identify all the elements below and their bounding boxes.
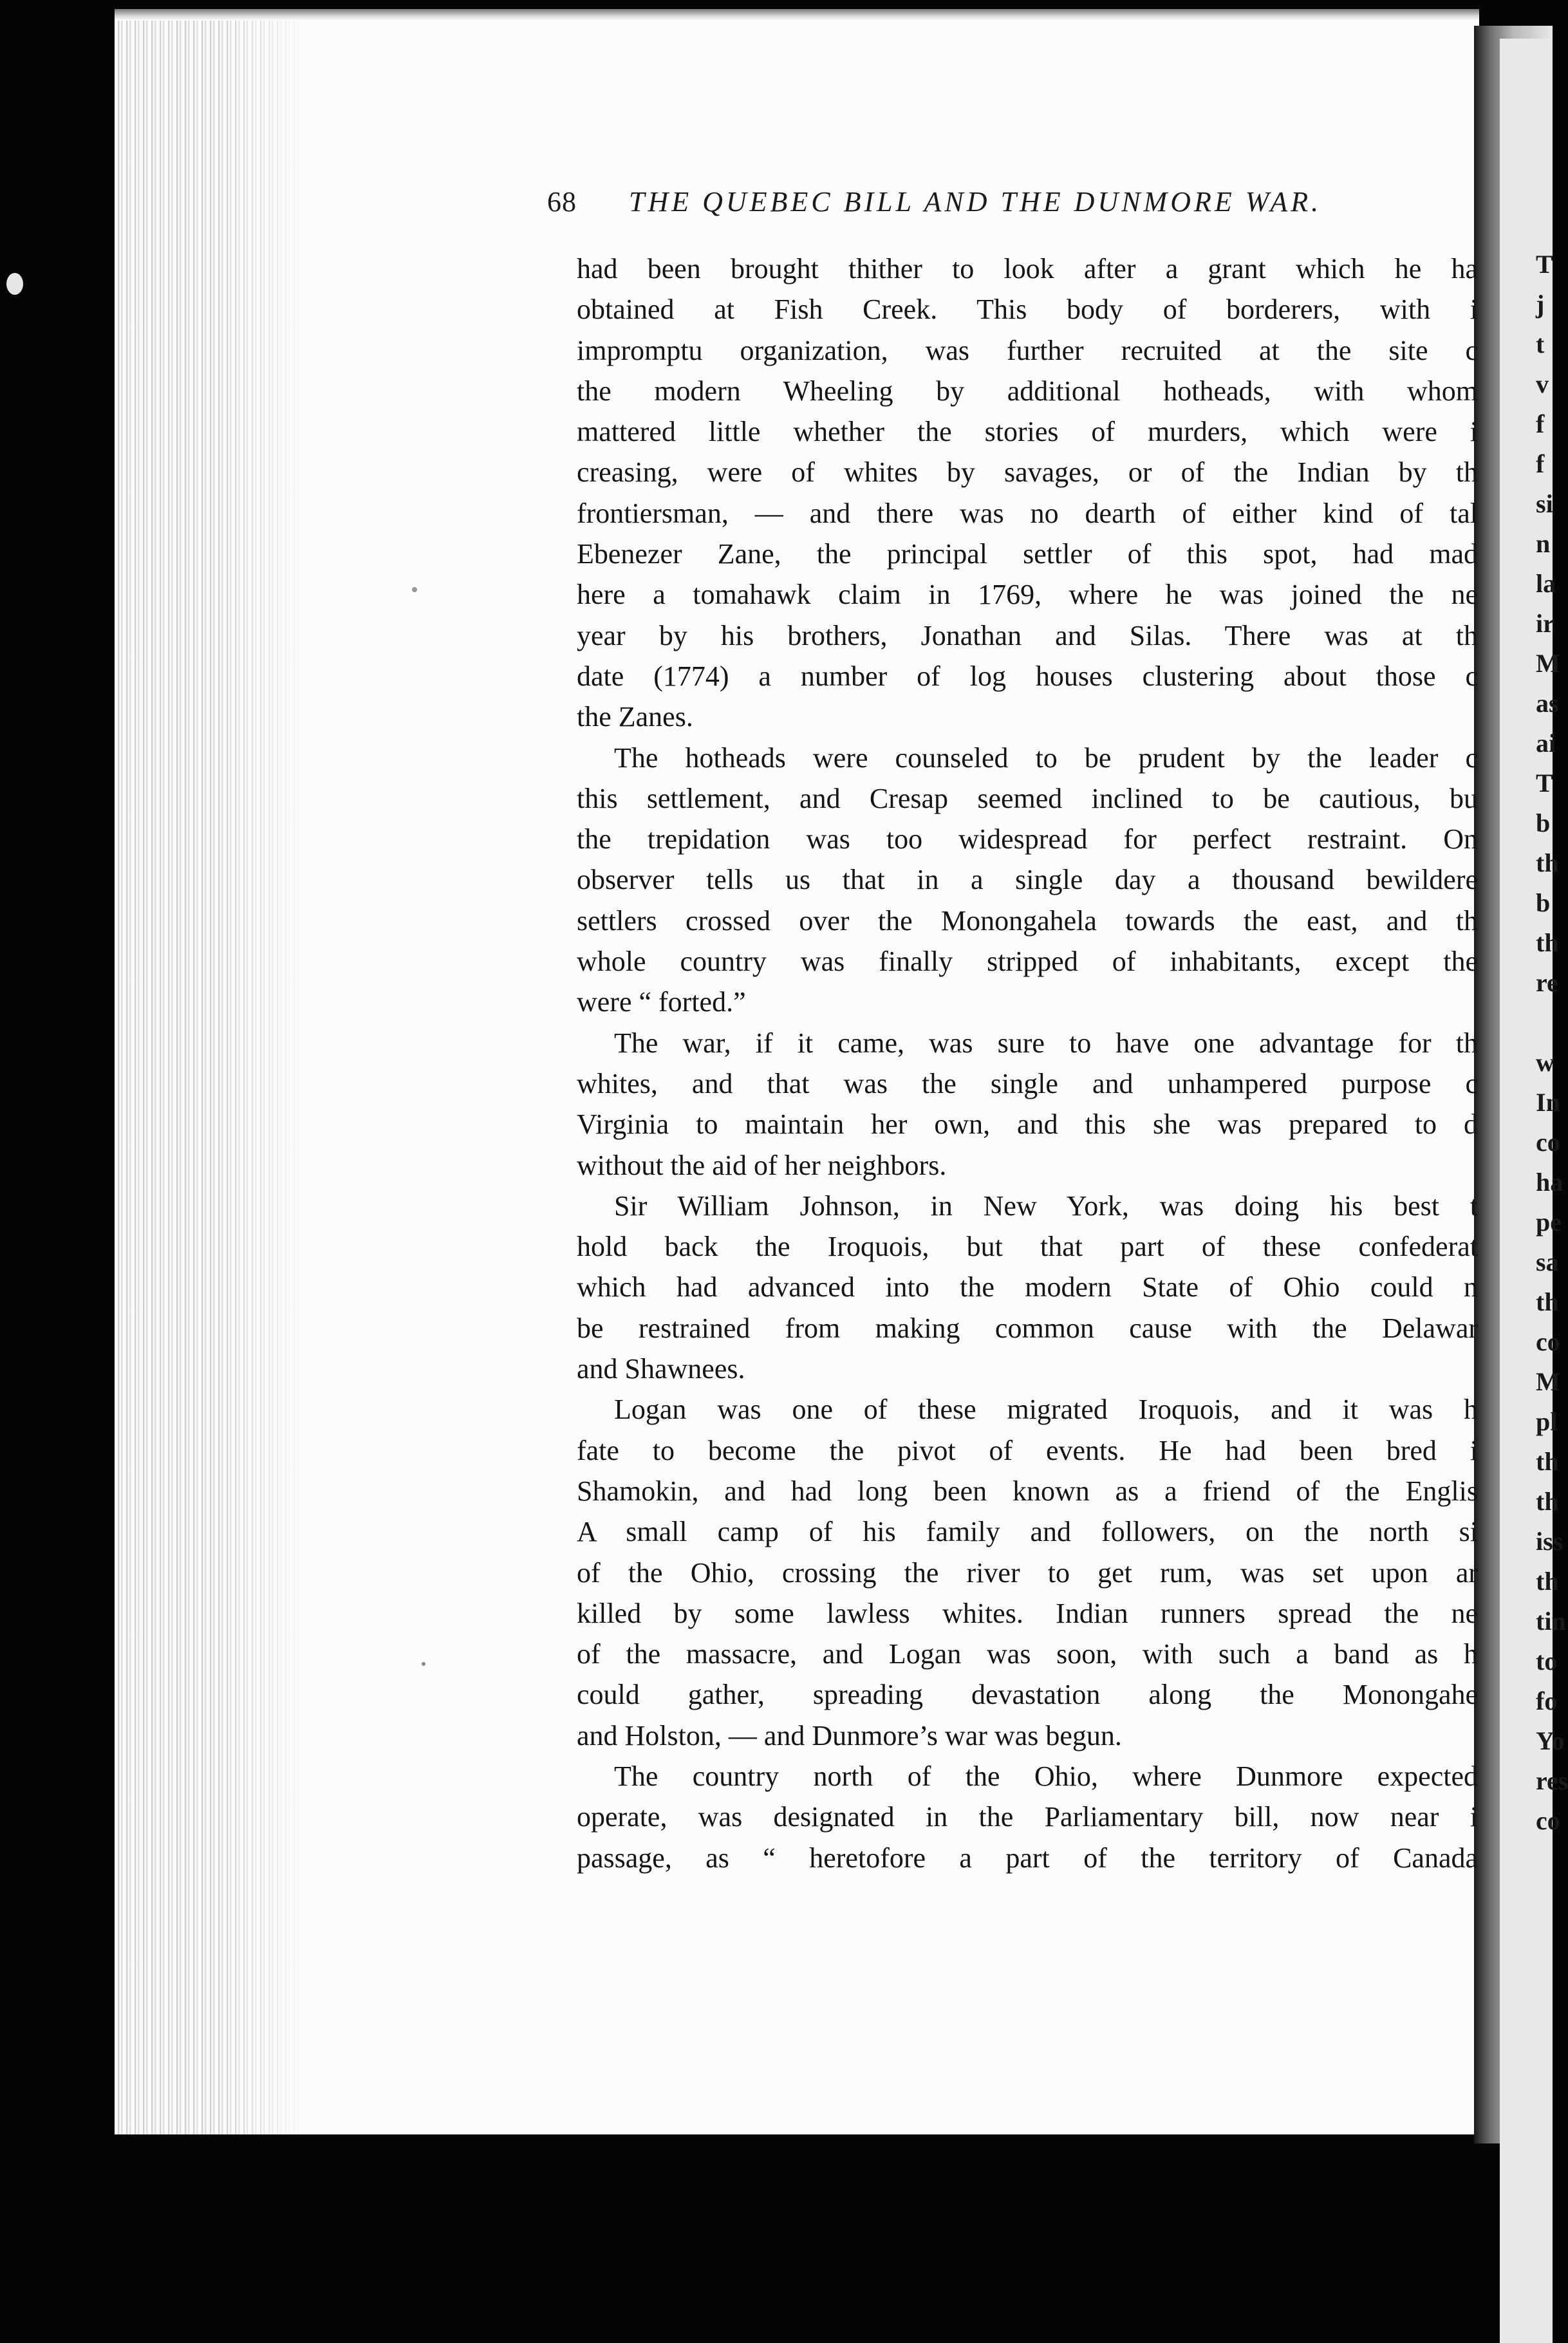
facing-page-line: th [1536, 848, 1559, 877]
text-line: frontiersman, — and there was no dearth of either kind of tal [577, 497, 1478, 529]
facing-page-line: si [1536, 489, 1553, 518]
facing-page-line [1500, 1003, 1553, 1043]
facing-page-line: to [1536, 1647, 1558, 1676]
text-line: the Zanes. [577, 701, 693, 733]
facing-page-line: T [1536, 250, 1553, 279]
running-header [547, 185, 1474, 224]
facing-page-line: th [1536, 1287, 1559, 1316]
facing-page-line: co [1536, 1327, 1560, 1356]
facing-page-line: th [1536, 1487, 1559, 1516]
text-line: and Shawnees. [577, 1353, 745, 1385]
text-line: operate, was designated in the Parliamentary bill, now near i [577, 1801, 1478, 1833]
text-line: Logan was one of these migrated Iroquois, and it was h [614, 1394, 1478, 1426]
facing-page-line: v [1536, 369, 1549, 398]
page-top-edge [115, 9, 1479, 21]
facing-page-line: pe [1536, 1208, 1562, 1237]
facing-page-line: M [1536, 649, 1560, 678]
facing-page-line: b [1536, 888, 1551, 917]
text-line: observer tells us that in a single day a thousand bewildere [577, 864, 1478, 896]
text-line: could gather, spreading devastation along the Monongahe [577, 1679, 1478, 1711]
text-line: without the aid of her neighbors. [577, 1149, 947, 1181]
text-line: date (1774) a number of log houses clustering about those c [577, 660, 1478, 692]
facing-page-line: as [1536, 689, 1559, 718]
facing-page-line: iss [1536, 1527, 1563, 1556]
body-text [577, 248, 1478, 1874]
facing-page-line: ha [1536, 1168, 1563, 1197]
text-line: fate to become the pivot of events. He had been bred i [577, 1434, 1478, 1466]
facing-page-line: b [1536, 808, 1551, 837]
page-edge-fade [115, 9, 308, 2134]
facing-page-line: la [1536, 569, 1556, 598]
text-line: impromptu organization, was further recruited at the site c [577, 334, 1478, 366]
text-line: settlers crossed over the Monongahela towards the east, and th [577, 904, 1478, 937]
facing-page-line: co [1536, 1128, 1560, 1157]
text-line: Shamokin, and had long been known as a friend of the Englis [577, 1475, 1478, 1507]
text-line: Ebenezer Zane, the principal settler of this spot, had mad [577, 538, 1478, 570]
facing-page-line: f [1536, 449, 1545, 478]
text-line: the trepidation was too widespread for perfect restraint. On [577, 823, 1478, 855]
facing-page-line: tin [1536, 1607, 1566, 1636]
facing-page-line: T [1536, 769, 1553, 798]
scan-speck [412, 587, 417, 592]
facing-page-line: w [1536, 1048, 1554, 1077]
facing-page-fragment [1500, 39, 1568, 2343]
text-line: Virginia to maintain her own, and this she was prepared to d [577, 1108, 1478, 1141]
text-line: whole country was finally stripped of inhabitants, except the [577, 946, 1478, 978]
text-line: this settlement, and Cresap seemed inclined to be cautious, bu [577, 782, 1478, 814]
facing-page-line: t [1536, 330, 1545, 359]
facing-page-line: Yo [1536, 1726, 1565, 1755]
facing-page-line: th [1536, 1567, 1559, 1596]
facing-page-line: pl [1536, 1407, 1558, 1436]
facing-page-line: M [1536, 1367, 1560, 1396]
facing-page-line: res [1536, 1766, 1568, 1795]
text-line: of the Ohio, crossing the river to get rum, was set upon ar [577, 1556, 1478, 1589]
facing-page-line: fo [1536, 1686, 1558, 1715]
text-line: mattered little whether the stories of murders, which were i [577, 416, 1478, 448]
text-line: here a tomahawk claim in 1769, where he was joined the ne [577, 579, 1478, 611]
facing-page-line: re [1536, 968, 1558, 997]
text-line: the modern Wheeling by additional hotheads, with whom [577, 375, 1478, 407]
text-line: The hotheads were counseled to be prudent by the leader c [614, 742, 1478, 774]
facing-page-line: th [1536, 1447, 1559, 1476]
scan-speck [6, 273, 23, 295]
text-line: obtained at Fish Creek. This body of borderers, with i [577, 294, 1478, 326]
running-title: THE QUEBEC BILL AND THE DUNMORE WAR. [629, 186, 1322, 218]
facing-page-line: co [1536, 1806, 1560, 1835]
facing-page-line: ir [1536, 609, 1554, 638]
facing-page-line: In [1536, 1088, 1560, 1117]
scan-speck [422, 1662, 425, 1666]
text-line: year by his brothers, Jonathan and Silas. There was at th [577, 619, 1478, 651]
text-line: were “ forted.” [577, 986, 746, 1018]
text-line: The country north of the Ohio, where Dunmore expected [614, 1760, 1478, 1792]
facing-page-line: ai [1536, 729, 1556, 758]
text-line: and Holston, — and Dunmore’s war was begun. [577, 1719, 1122, 1751]
facing-page-line: n [1536, 529, 1551, 558]
text-line: A small camp of his family and followers, on the north si [577, 1516, 1478, 1548]
text-line: passage, as “ heretofore a part of the territory of Canada [577, 1842, 1478, 1874]
text-line: had been brought thither to look after a grant which he ha [577, 253, 1478, 285]
facing-page-line: j [1536, 290, 1545, 319]
page-number: 68 [547, 186, 577, 218]
text-line: of the massacre, and Logan was soon, with such a band as h [577, 1638, 1478, 1670]
facing-page-line: sa [1536, 1247, 1559, 1276]
text-line: hold back the Iroquois, but that part of these confederat [577, 1231, 1478, 1263]
text-line: be restrained from making common cause with the Delawar [577, 1312, 1478, 1344]
facing-page-line: th [1536, 928, 1559, 957]
text-line: Sir William Johnson, in New York, was doing his best t [614, 1190, 1478, 1222]
facing-page-line: f [1536, 409, 1545, 438]
text-line: killed by some lawless whites. Indian runners spread the ne [577, 1597, 1478, 1629]
text-line: whites, and that was the single and unhampered purpose c [577, 1067, 1478, 1099]
text-line: which had advanced into the modern State of Ohio could n [577, 1271, 1478, 1303]
text-line: creasing, were of whites by savages, or of the Indian by th [577, 456, 1478, 489]
text-line: The war, if it came, was sure to have one advantage for th [614, 1027, 1478, 1059]
